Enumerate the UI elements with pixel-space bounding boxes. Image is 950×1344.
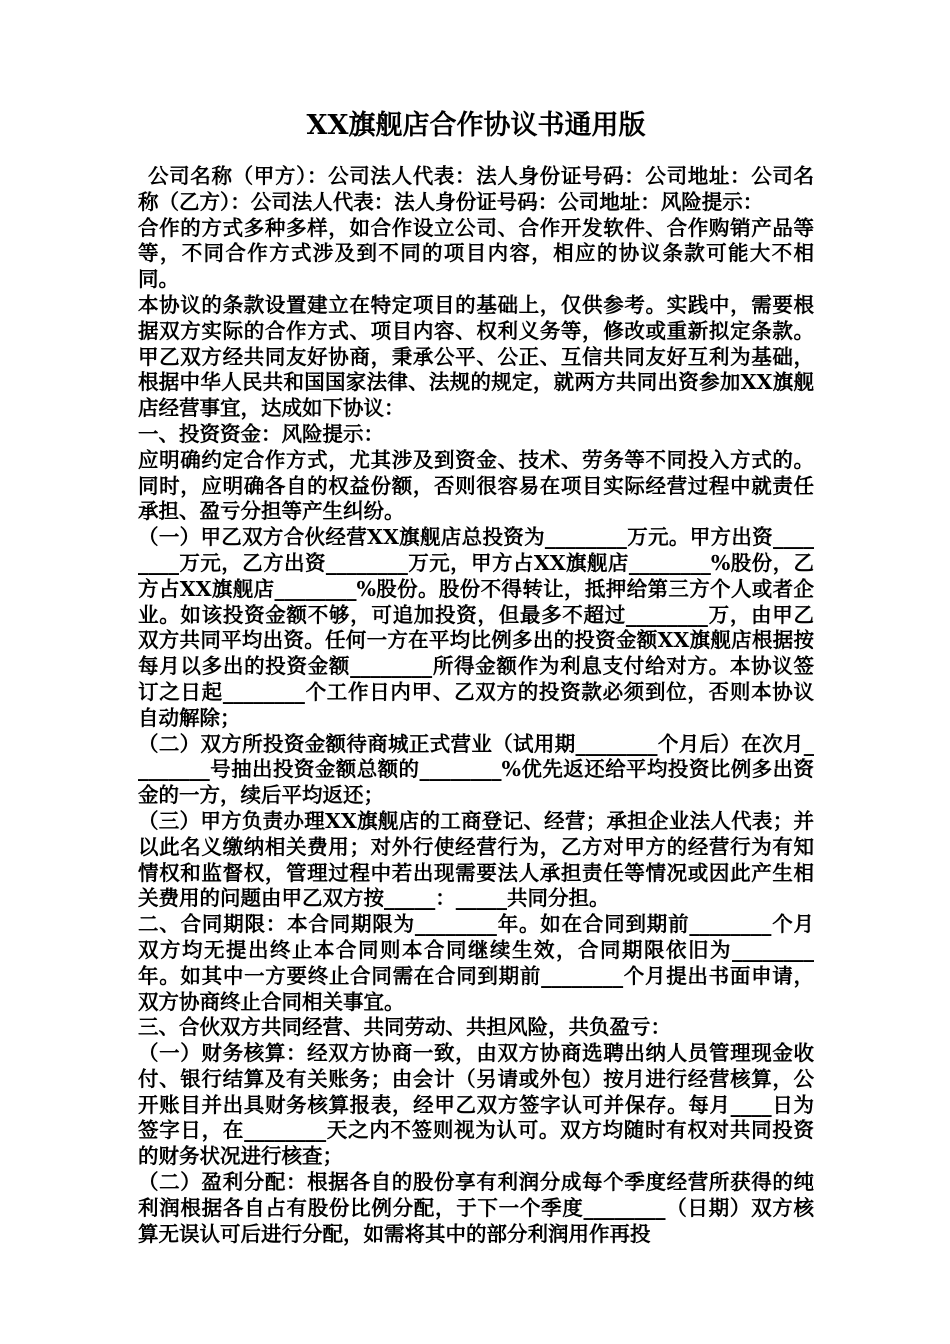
document-clause-3-2: （二）盈利分配：根据各自的股份享有利润分成每个季度经营所获得的纯利润根据各自占有股份比例分配，于下一个季度________（日期）双方核算无误认可后进行分配，如需将其中的部分利润用作再投	[138, 1170, 814, 1246]
document-clause-2-term: 二、合同期限：本合同期限为________年。如在合同到期前________个月双方均无提出终止本合同则本合同继续生效，合同期限依旧为________年。如其中一方要终止合同需在合同到期前________个月提出书面申请，双方协商终止合同相关事宜。	[138, 912, 814, 1014]
document-paragraph-risk-note: 合作的方式多种多样，如合作设立公司、合作开发软件、合作购销产品等等，不同合作方式涉及到不同的项目内容，相应的协议条款可能大不相同。	[138, 215, 814, 292]
document-heading-joint-operation: 三、合伙双方共同经营、共同劳动、共担风险，共负盈亏：	[138, 1015, 671, 1040]
document-paragraph-parties: 公司名称（甲方）：公司法人代表：法人身份证号码：公司地址：公司名称（乙方）：公司法人代表：法人身份证号码：公司地址：风险提示：	[138, 164, 814, 214]
document-heading-investment: 一、投资资金：风险提示：	[138, 421, 384, 446]
document-paragraph-preamble: 本协议的条款设置建立在特定项目的基础上，仅供参考。实践中，需要根据双方实际的合作方式、项目内容、权利义务等，修改或重新拟定条款。 甲乙双方经共同友好协商，秉承公平、公正、互信共同友好互利为基础，根据中华人民共和国国家法律、法规的规定，就两方共同出资参加XX旗舰店经营事宜，达成如下协议：	[138, 292, 814, 421]
document-clause-1-2: （二）双方所投资金额待商城正式营业（试用期________个月后）在次月________号抽出投资金额总额的________%优先返还给平均投资比例多出资金的一方，续后平均返还；	[138, 731, 814, 808]
document-title: XX旗舰店合作协议书通用版	[306, 110, 646, 141]
document-clause-1-1: （一）甲乙双方合伙经营XX旗舰店总投资为________万元。甲方出资________万元，乙方出资________万元，甲方占XX旗舰店________%股份，乙方占XX旗舰店________%股份。股份不得转让，抵押给第三方个人或者企业。如该投资金额不够，可追加投资，但最多不超过________万，由甲乙双方共同平均出资。任何一方在平均比例多出的投资金额XX旗舰店根据按每月以多出的投资金额________所得金额作为利息支付给对方。本协议签订之日起________个工作日内甲、乙双方的投资款必须到位，否则本协议自动解除；	[138, 525, 814, 730]
document-clause-3-1: （一）财务核算：经双方协商一致，由双方协商选聘出纳人员管理现金收付、银行结算及有关账务；由会计（另请或外包）按月进行经营核算，公开账目并出具财务核算报表，经甲乙双方签字认可并保存。每月____日为签字日，在________天之内不签则视为认可。双方均随时有权对共同投资的财务状况进行核查；	[138, 1041, 814, 1169]
document-clause-1-3: （三）甲方负责办理XX旗舰店的工商登记、经营；承担企业法人代表；并以此名义缴纳相关费用；对外行使经营行为，乙方对甲方的经营行为有知情权和监督权，管理过程中若出现需要法人承担责任等情况或因此产生相关费用的问题由甲乙双方按_____：_____共同分担。	[138, 808, 814, 911]
document-paragraph-investment-risk: 应明确约定合作方式，尤其涉及到资金、技术、劳务等不同投入方式的。同时，应明确各自的权益份额，否则很容易在项目实际经营过程中就责任承担、盈亏分担等产生纠纷。	[138, 447, 814, 524]
document-page	[138, 108, 814, 1247]
